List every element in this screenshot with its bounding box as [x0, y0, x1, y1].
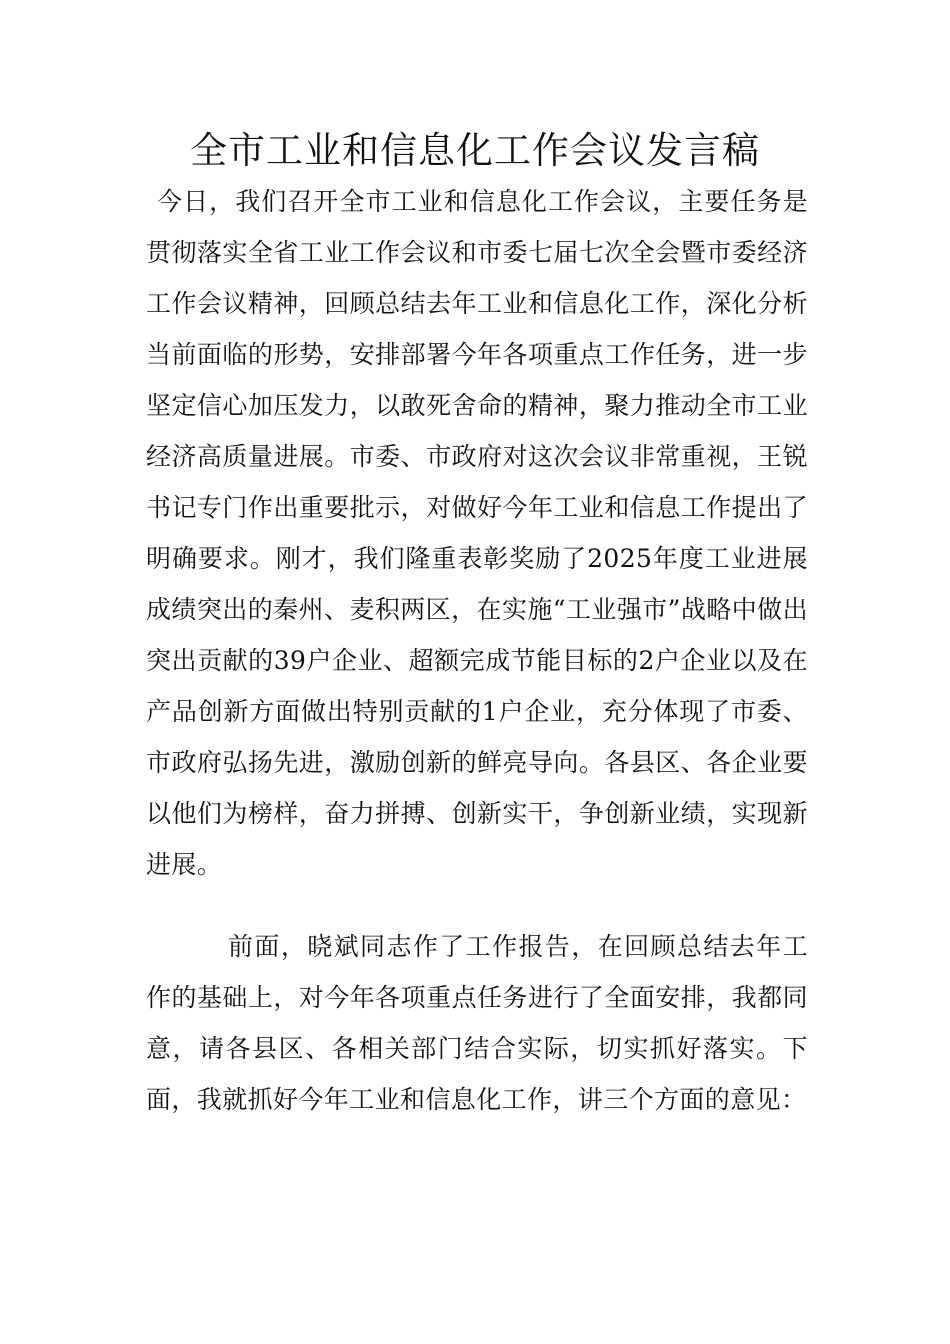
paragraph-opening: 今日，我们召开全市工业和信息化工作会议，主要任务是贯彻落实全省工业工作会议和市委七届七次全会暨市委经济工作会议精神，回顾总结去年工业和信息化工作，深化分析当前面临的形势，安排部署今年各项重点工作任务，进一步坚定信心加压发力，以敢死舍命的精神，聚力推动全市工业经济高质量进展。市委、市政府对这次会议非常重视，王锐书记专门作出重要批示，对做好今年工业和信息工作提出了明确要求。刚才，我们隆重表彰奖励了2025年度工业进展成绩突出的秦州、麦积两区，在实施“工业强市”战略中做出突出贡献的39户企业、超额完成节能目标的2户企业以及在产品创新方面做出特别贡献的1户企业，充分体现了市委、市政府弘扬先进，激励创新的鲜亮导向。各县区、各企业要以他们为榜样，奋力拼搏、创新实干，争创新业绩，实现新进展。	[146, 187, 808, 879]
paragraph-outline: 前面，晓斌同志作了工作报告，在回顾总结去年工作的基础上，对今年各项重点任务进行了全面安排，我都同意，请各县区、各相关部门结合实际，切实抓好落实。下面，我就抓好今年工业和信息化工作，讲三个方面的意见：	[146, 932, 808, 1114]
document-title: 全市工业和信息化工作会议发言稿	[190, 129, 760, 172]
